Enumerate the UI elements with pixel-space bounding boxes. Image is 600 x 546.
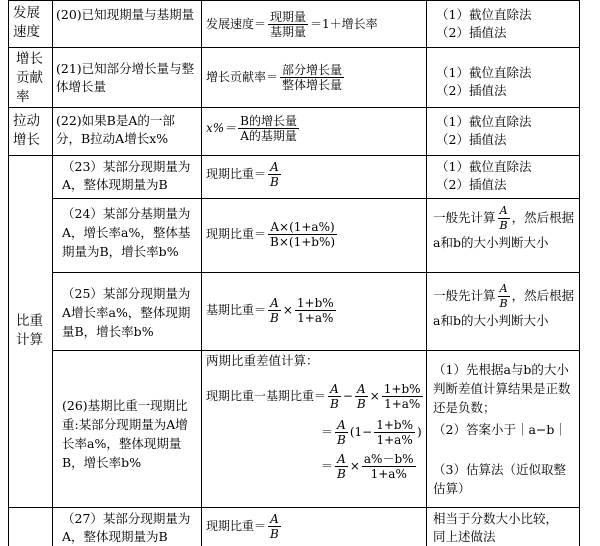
formula: 现期比重＝ $\frac{A\times(1+a\%)}{B\times(1+b\%)}$ — [206, 220, 336, 249]
column-divider — [426, 0, 427, 546]
method-item: （1）截位直除法 — [436, 114, 532, 129]
condition-text: (20)已知现期量与基期量 — [56, 7, 195, 22]
method-item: （2）答案小于｜a−b｜ — [433, 422, 567, 437]
row-divider — [8, 47, 580, 48]
category-label: 发展速度 — [13, 5, 40, 40]
condition-text: (22)如果B是A的一部分，B拉动A增长x% — [56, 113, 175, 146]
method-item: （3）估算法（近似取整估算） — [433, 462, 566, 496]
formula: 增长贡献率＝ $\frac{\text{部分增长量}}{\text{整体增长量}}$ — [206, 63, 343, 92]
formula: 现期比重＝ $\frac{A}{B}$ — [206, 512, 279, 541]
formula-title: 两期比重差值计算： — [206, 353, 319, 368]
table-border-left — [8, 0, 9, 546]
condition-text: (21)已知部分增长量与整体增长量 — [56, 61, 195, 94]
formula: 发展速度＝ $\frac{\text{现期量}}{\text{基期量}}$ ＝1＋增长率 — [206, 10, 378, 39]
formula-step: ＝ $\frac{A}{B}$ × $\frac{a\%-b\%}{1+a\%}$ — [321, 452, 414, 481]
category-label: 增长贡献率 — [16, 51, 43, 105]
method-item: （1）截位直除法 — [436, 7, 532, 22]
formula: 现期比重＝ $\frac{A}{B}$ — [206, 160, 279, 189]
row-divider — [52, 198, 580, 199]
method-text: 一般先计算 $\frac{A}{B}$ ，然后根据a和b的大小判断大小 — [433, 204, 575, 250]
method-item: 同上述做法 — [433, 529, 496, 544]
table-border-right — [579, 0, 580, 546]
method-item: （1）截位直除法 — [436, 65, 532, 80]
row-divider — [8, 107, 580, 108]
row-divider — [8, 0, 580, 1]
row-divider — [8, 507, 580, 508]
condition-text: （23）某部分现期量为A，整体现期量为B — [62, 159, 191, 192]
row-divider — [52, 272, 580, 273]
formula: 现期比重一基期比重＝ $\frac{A}{B}$ − $\frac{A}{B}$ × $\frac{1+b\%}{1+a\%}$ — [206, 382, 421, 411]
formula: 基期比重＝ $\frac{A}{B}$ × $\frac{1+b\%}{1+a\%}$ — [206, 296, 334, 325]
category-label: 拉动增长 — [13, 113, 40, 148]
condition-text: (26)基期比重一现期比重:某部分现期量为A增长率a%，整体现期量B，增长率b% — [62, 398, 188, 470]
formula: x%＝ $\frac{\text{B的增长量}}{\text{A的基期量}}$ — [206, 114, 297, 143]
category-label: 比重计算 — [16, 313, 43, 348]
method-item: （2）插值法 — [436, 132, 507, 147]
column-divider — [52, 0, 53, 546]
method-item: （2）插值法 — [436, 25, 507, 40]
method-text: 一般先计算 $\frac{A}{B}$ ，然后根据a和b的大小判断大小 — [433, 282, 575, 328]
method-item: （2）插值法 — [436, 83, 507, 98]
method-item: （1）先根据a与b的大小判断差值计算结果是正数还是负数； — [433, 362, 571, 415]
method-item: 相当于分数大小比较， — [433, 511, 559, 526]
method-item: （2）插值法 — [436, 177, 507, 192]
column-divider — [201, 0, 202, 546]
method-item: （1）截位直除法 — [436, 159, 532, 174]
condition-text: （25）某部分现期量为A增长率a%，整体现期量B，增长率b% — [62, 286, 191, 339]
formula-step: ＝ $\frac{A}{B}$ (1− $\frac{1+b\%}{1+a\%}$ ) — [321, 418, 422, 447]
condition-text: （27）某部分现期量为A，整体现期量为B — [62, 511, 191, 544]
condition-text: （24）某部分基期量为A，增长率a%，整体基期量为B，增长率b% — [62, 206, 191, 259]
row-divider — [8, 155, 580, 156]
row-divider — [52, 350, 580, 351]
